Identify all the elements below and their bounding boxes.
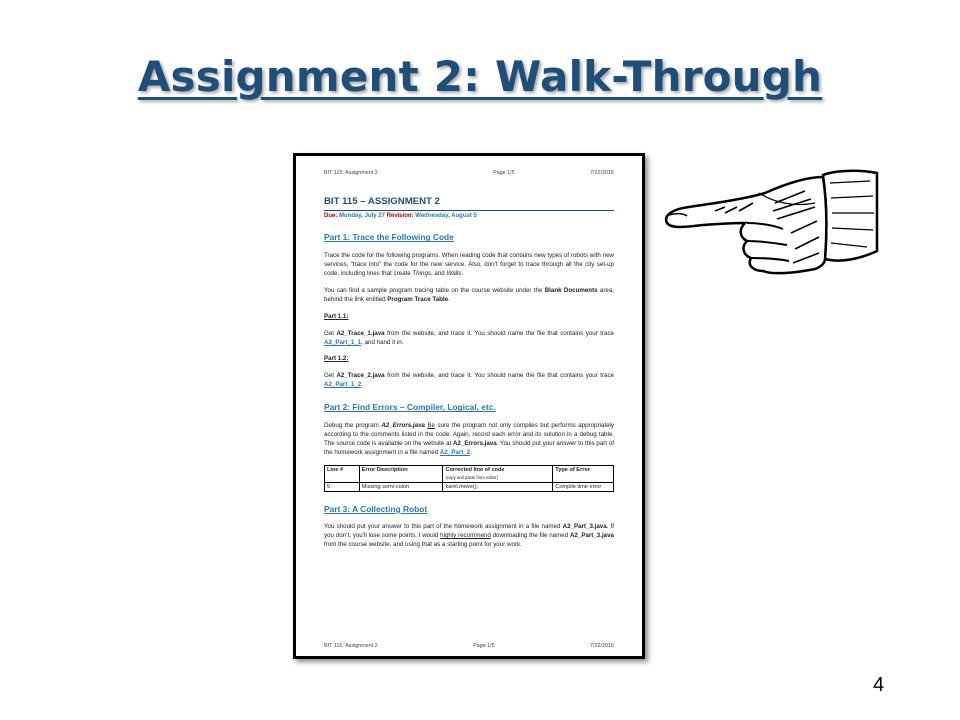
part1-1-heading: Part 1.1: <box>324 312 349 320</box>
table-cell: karel.move(); <box>443 482 553 491</box>
table-header-cell: Line # <box>325 465 360 482</box>
slide-title: Assignment 2: Walk-Through <box>137 52 823 101</box>
due-line <box>324 212 614 221</box>
footer-left: BIT 115: Assignment 2 <box>324 643 378 649</box>
document-title: BIT 115 – ASSIGNMENT 2 <box>324 195 614 211</box>
table-header-row <box>325 465 614 482</box>
due-label: Due: <box>324 212 338 219</box>
table-cell: Missing semi-colon <box>359 482 443 491</box>
table-cell: 5 <box>325 482 360 491</box>
part1-2-paragraph: Get A2_Trace_2.java from the website, and trace it. You should name the file that contains your trace A2_Part_1_2. <box>324 372 614 389</box>
slide-page-number: 4 <box>873 674 885 696</box>
footer-right: 7/22/2015 <box>590 643 614 649</box>
pointing-hand-icon <box>655 163 880 288</box>
part2-heading: Part 2: Find Errors – Compiler, Logical, etc. <box>324 402 496 413</box>
part1-paragraph-2: You can find a sample program tracing table on the course website under the Blank Documents area, behind the link entitled Program Trace Table. <box>324 286 614 303</box>
revision-date: Wednesday, August 5 <box>415 212 477 219</box>
footer-center: Page 1/5 <box>473 643 495 649</box>
table-header-cell: Type of Error <box>553 465 614 482</box>
part1-heading: Part 1: Trace the Following Code <box>324 232 454 243</box>
part1-paragraph-1: Trace the code for the following programs. When reading code that contains new types of robots with new services, “trace into” the code for the new service. Also, don’t forget to trace through all the city set-up code, including lines that create Things, and Walls. <box>324 251 614 277</box>
table-row <box>325 482 614 491</box>
document-header <box>324 170 614 178</box>
document-body <box>324 170 614 550</box>
header-left: BIT 115: Assignment 2 <box>324 170 378 176</box>
document-footer <box>324 643 614 649</box>
part2-paragraph: Debug the program A2_Errors.java Be sure the program not only compiles but performs appropriately according to the comments listed in the code. Again, record each error and its solution in a debug table. The source code is available on the website at A2_Errors.java. You should put your answer to this part of the homework assignment in a file named A2_Part_2. <box>324 421 614 456</box>
assignment-document-image <box>293 153 645 659</box>
table-header-cell: Corrected line of code (copy and paste from editor) <box>443 465 553 482</box>
part3-paragraph: You should put your answer to this part of the homework assignment in a file named A2_Part_3.java. If you don’t, you’ll lose some points. I would highly recommend downloading the file named A2_Part_3.java from the course website, and using that as a starting point for your work. <box>324 523 615 549</box>
part1-1-paragraph: Get A2_Trace_1.java from the website, and trace it. You should name the file that contains your trace A2_Part_1_1, and hand it in. <box>324 329 614 346</box>
part1-2-heading: Part 1.2: <box>324 355 349 363</box>
table-cell: Compile time error <box>553 482 614 491</box>
revision-label: Revision: <box>386 212 414 219</box>
table-header-cell: Error Description <box>359 465 443 482</box>
header-right: 7/22/2015 <box>590 170 614 176</box>
debug-table <box>324 465 614 492</box>
part3-heading: Part 3: A Collecting Robot <box>324 503 428 514</box>
header-center: Page 1/5 <box>493 170 515 176</box>
due-date: Monday, July 27 <box>339 212 385 219</box>
